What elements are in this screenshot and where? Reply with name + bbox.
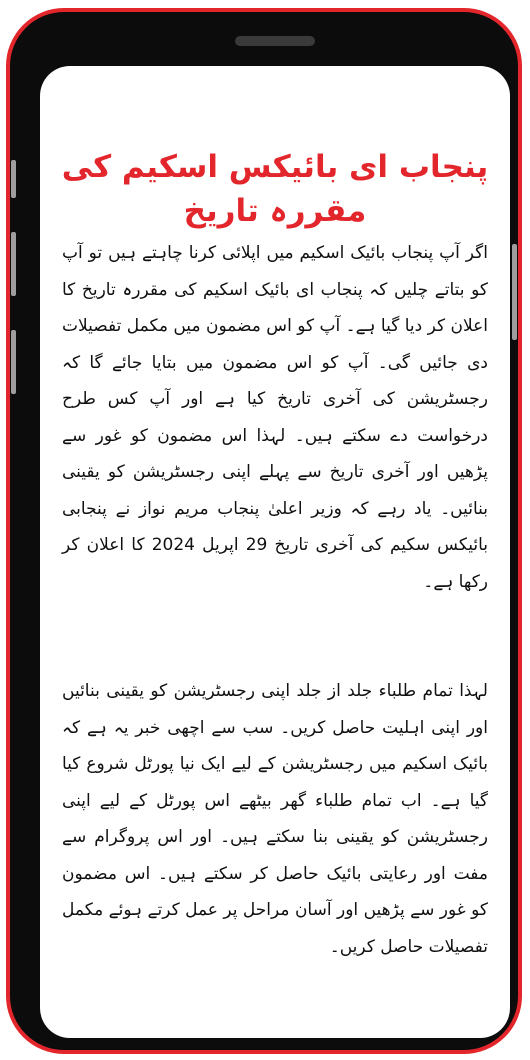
phone-volume-up-button — [11, 232, 16, 296]
phone-frame — [6, 8, 522, 1054]
phone-speaker — [235, 36, 315, 46]
phone-volume-down-button — [11, 330, 16, 394]
article-paragraph-1: اگر آپ پنجاب بائیک اسکیم میں اپلائی کرنا چاہتے ہیں تو آپ کو بتاتے چلیں کہ پنجاب ای بائیک اسکیم کی مقررہ تاریخ کا اعلان کر دیا گیا ہے۔ آپ کو اس مضمون میں مکمل تفصیلات دی جائیں گی۔ آپ کو اس مضمون میں بتایا جائے گا کہ رجسٹریشن کی آخری تاریخ کیا ہے اور آپ کس طرح درخواست دے سکتے ہیں۔ لہذا اس مضمون کو غور سے پڑھیں اور آخری تاریخ سے پہلے اپنی رجسٹریشن کو یقینی بنائیں۔ یاد رہے کہ وزیر اعلیٰ پنجاب مریم نواز نے پنجابی بائیکس سکیم کی آخری تاریخ 29 اپریل 2024 کا اعلان کر رکھا ہے۔ — [62, 243, 489, 592]
phone-power-button — [512, 244, 517, 340]
phone-screen[interactable] — [40, 66, 510, 1038]
article-paragraph-2: لہذا تمام طلباء جلد از جلد اپنی رجسٹریشن کو یقینی بنائیں اور اپنی اہلیت حاصل کریں۔ سب سے اچھی خبر یہ ہے کہ بائیک اسکیم میں رجسٹریشن کے لیے ایک نیا پورٹل شروع کیا گیا ہے۔ اب تمام طلباء گھر بیٹھے اس پورٹل کے لیے اپنی رجسٹریشن کو یقینی بنا سکتے ہیں۔ اور اس پروگرام سے مفت اور رعایتی بائیک حاصل کر سکتے ہیں۔ اس مضمون کو غور سے پڑھیں اور آسان مراحل پر عمل کرتے ہوئے مکمل تفصیلات حاصل کریں۔ — [62, 681, 488, 957]
phone-mute-switch — [11, 160, 16, 198]
article-title: پنجاب ای بائیکس اسکیم کی مقررہ تاریخ — [61, 148, 489, 229]
